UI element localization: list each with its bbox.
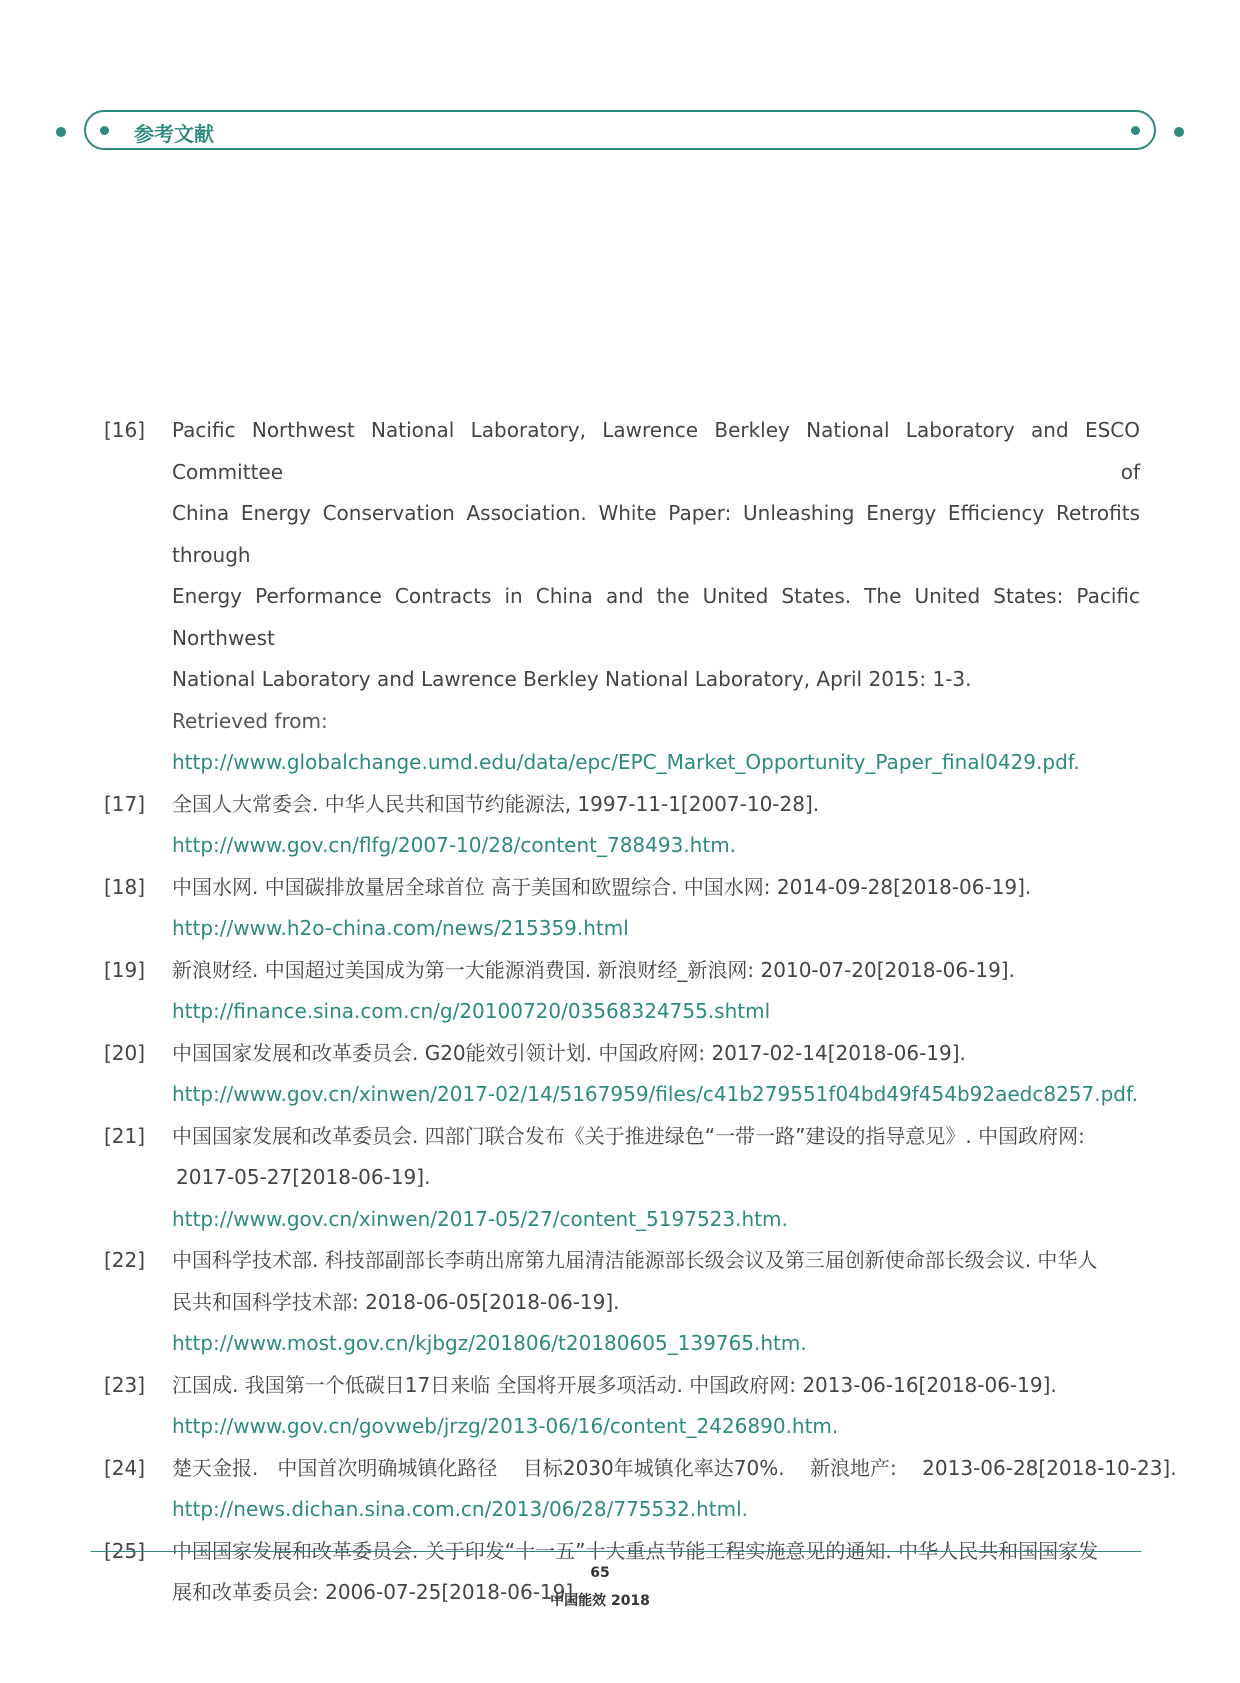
- reference-item: [104, 950, 1140, 1033]
- reference-text-line: Pacific Northwest National Laboratory, Lawrence Berkley National Laboratory and ESCO Committee of: [172, 418, 1140, 484]
- reference-number: [19]: [104, 957, 146, 982]
- reference-text-line: 中国国家发展和改革委员会. 关于印发“十一五”十大重点节能工程实施意见的通知. 中华人民共和国国家发: [172, 1538, 1099, 1563]
- reference-item: [104, 1116, 1140, 1241]
- header-inner-right-dot-icon: [1131, 126, 1140, 135]
- reference-link[interactable]: http://www.most.gov.cn/kjbgz/201806/t20180605_139765.htm.: [172, 1331, 807, 1355]
- reference-body: [172, 1116, 1140, 1241]
- footer-divider: [91, 1551, 1141, 1552]
- reference-body: [172, 950, 1140, 1033]
- reference-link[interactable]: http://www.gov.cn/govweb/jrzg/2013-06/16/content_2426890.htm.: [172, 1414, 839, 1438]
- retrieved-label: Retrieved from:: [172, 708, 328, 733]
- reference-text-line: 中国水网. 中国碳排放量居全球首位 高于美国和欧盟综合. 中国水网: 2014-09-28[2018-06-19].: [172, 874, 1032, 899]
- reference-text-line: 中国国家发展和改革委员会. 四部门联合发布《关于推进绿色“一带一路”建设的指导意见》. 中国政府网:: [172, 1123, 1085, 1148]
- reference-text-line: 江国成. 我国第一个低碳日17日来临 全国将开展多项活动. 中国政府网: 2013-06-16[2018-06-19].: [172, 1372, 1057, 1397]
- reference-text-line: 新浪财经. 中国超过美国成为第一大能源消费国. 新浪财经_新浪网: 2010-07-20[2018-06-19].: [172, 957, 1015, 982]
- reference-link[interactable]: http://www.gov.cn/xinwen/2017-05/27/content_5197523.htm.: [172, 1206, 788, 1231]
- reference-number: [21]: [104, 1123, 146, 1148]
- reference-link[interactable]: http://www.gov.cn/flfg/2007-10/28/content_788493.htm.: [172, 833, 737, 857]
- reference-body: [172, 1033, 1140, 1116]
- reference-item: [104, 1365, 1140, 1448]
- reference-item: [104, 1033, 1140, 1116]
- reference-text-line: National Laboratory and Lawrence Berkley National Laboratory, April 2015: 1-3.: [172, 667, 972, 691]
- reference-number: [25]: [104, 1538, 146, 1563]
- reference-item: [104, 867, 1140, 950]
- publication-title: 中国能效 2018: [550, 1593, 650, 1609]
- reference-list: [104, 410, 1177, 1614]
- reference-text-line: China Energy Conservation Association. White Paper: Unleashing Energy Efficiency Retrofits through: [172, 501, 1140, 567]
- reference-text-line: 中国国家发展和改革委员会. G20能效引领计划. 中国政府网: 2017-02-14[2018-06-19].: [172, 1040, 966, 1065]
- section-title: 参考文献: [134, 122, 214, 146]
- header-inner-left-dot-icon: [100, 126, 109, 135]
- reference-number: [23]: [104, 1372, 146, 1397]
- reference-text-line: 民共和国科学技术部: 2018-06-05[2018-06-19].: [172, 1289, 620, 1314]
- reference-link[interactable]: http://news.dichan.sina.com.cn/2013/06/28/775532.html.: [172, 1497, 748, 1521]
- header-right-dot-icon: [1174, 127, 1184, 137]
- reference-text-line: 展和改革委员会: 2006-07-25[2018-06-19].: [172, 1580, 580, 1604]
- section-header: [56, 110, 1184, 154]
- reference-number: [24]: [104, 1455, 146, 1480]
- header-left-dot-icon: [56, 127, 66, 137]
- reference-item: [104, 1240, 1140, 1365]
- reference-link[interactable]: http://finance.sina.com.cn/g/20100720/03568324755.shtml: [172, 999, 771, 1023]
- reference-number: [18]: [104, 874, 146, 899]
- reference-item: [104, 410, 1140, 784]
- reference-body: [172, 1240, 1140, 1365]
- reference-text-line: 全国人大常委会. 中华人民共和国节约能源法, 1997-11-1[2007-10-28].: [172, 791, 820, 816]
- header-pill: [84, 110, 1156, 150]
- reference-body: [172, 410, 1140, 784]
- page-number: 65: [590, 1565, 610, 1581]
- reference-item: [104, 1448, 1177, 1531]
- reference-item: [104, 784, 1140, 867]
- reference-body: [172, 784, 1140, 867]
- reference-number: [20]: [104, 1040, 146, 1065]
- reference-body: [172, 867, 1140, 950]
- reference-text-line: Energy Performance Contracts in China and the United States. The United States: Pacific Northwest: [172, 584, 1140, 650]
- reference-number: [17]: [104, 791, 146, 816]
- reference-link[interactable]: http://www.h2o-china.com/news/215359.html: [172, 916, 629, 940]
- reference-text-line: 中国科学技术部. 科技部副部长李萌出席第九届清洁能源部长级会议及第三届创新使命部长级会议. 中华人: [172, 1248, 1098, 1272]
- reference-number: [16]: [104, 418, 146, 442]
- reference-text-line: 2017-05-27[2018-06-19].: [176, 1165, 431, 1189]
- reference-link[interactable]: http://www.gov.cn/xinwen/2017-02/14/5167959/files/c41b279551f04bd49f454b92aedc8257.pdf.: [172, 1082, 1138, 1106]
- reference-number: [22]: [104, 1248, 146, 1272]
- reference-text-line: 楚天金报. 中国首次明确城镇化路径 目标2030年城镇化率达70%. 新浪地产: 2013-06-28[2018-10-23].: [172, 1455, 1177, 1480]
- reference-body: [172, 1448, 1177, 1531]
- reference-link[interactable]: http://www.globalchange.umd.edu/data/epc/EPC_Market_Opportunity_Paper_final0429.pdf.: [172, 750, 1080, 774]
- reference-body: [172, 1365, 1140, 1448]
